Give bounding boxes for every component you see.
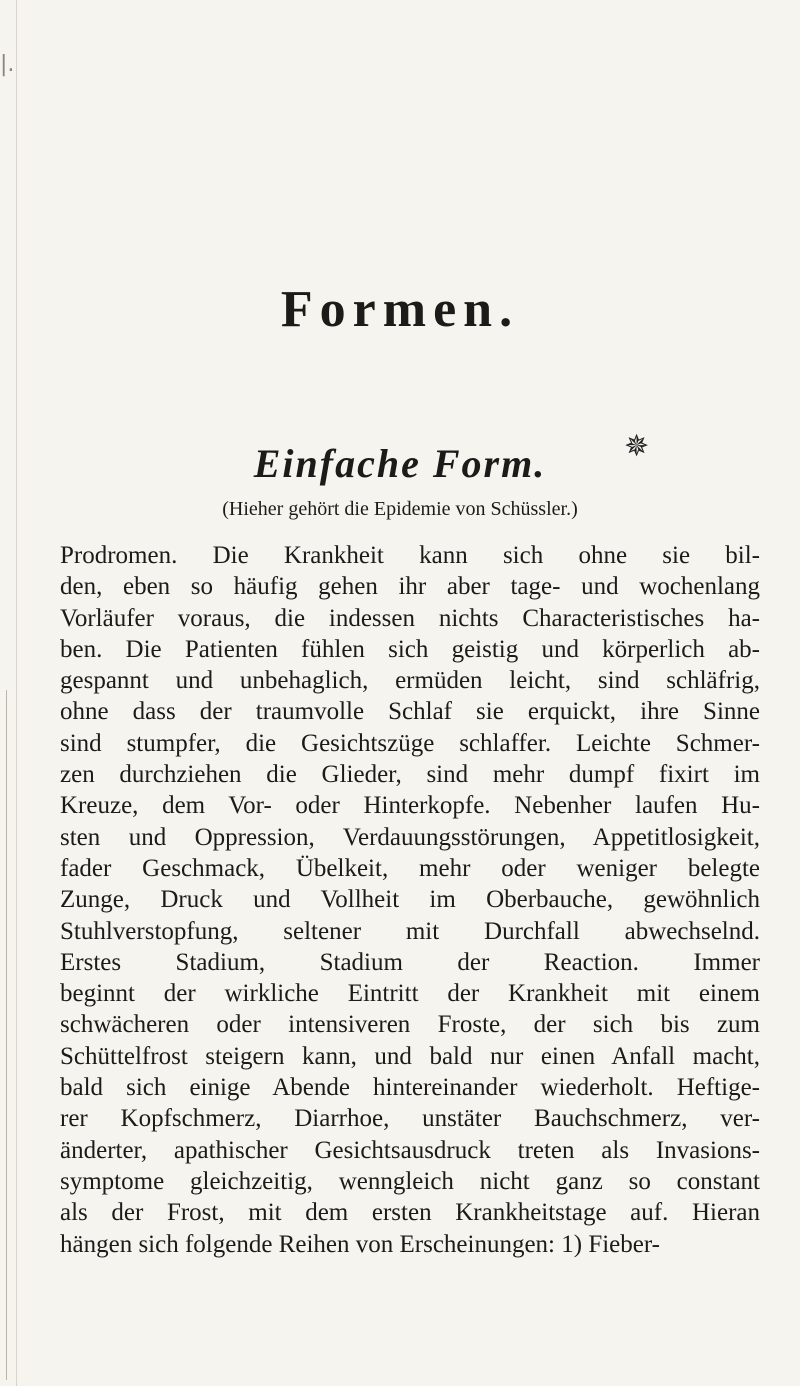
margin-mark: |. [0,52,15,77]
page-edge-line [16,0,17,1386]
epidemic-note: (Hieher gehört die Epidemie von Schüssler.) [222,498,578,520]
margin-rule [6,690,7,1380]
text-line: änderter, apathischer Gesichtsausdruck treten als Invasions- [60,1136,760,1164]
text-line: Zunge, Druck und Vollheit im Oberbauche, gewöhnlich [60,886,760,914]
text-line: Schüttelfrost steigern kann, und bald nur einen Anfall macht, [60,1042,760,1070]
text-line: Prodromen. Die Krankheit kann sich ohne sie bil- [60,542,760,569]
text-line: zen durchziehen die Glieder, sind mehr dumpf fixirt im [60,761,760,789]
text-line: den, eben so häufig gehen ihr aber tage- und wochenlang [60,573,760,601]
body-text [60,540,760,1260]
text-line: schwächeren oder intensiveren Froste, der sich bis zum [60,1011,760,1039]
text-line: sten und Oppression, Verdauungsstörungen, Appetitlosigkeit, [60,823,760,851]
text-line: bald sich einige Abende hintereinander wiederholt. Heftige- [60,1074,760,1102]
text-line: hängen sich folgende Reihen von Erscheinungen: 1) Fieber- [60,1230,661,1258]
text-line: symptome gleichzeitig, wenngleich nicht ganz so constant [60,1167,760,1195]
text-line: ben. Die Patienten fühlen sich geistig und körperlich ab- [60,635,760,663]
text-line: sind stumpfer, die Gesichtszüge schlaffer. Leichte Schmer- [60,729,760,757]
ornament-icon: ✵ [624,430,650,463]
text-line: fader Geschmack, Übelkeit, mehr oder weniger belegte [60,854,760,882]
subsection-heading: Einfache Form. [253,441,547,486]
text-line: Erstes Stadium, Stadium der Reaction. Immer [60,948,760,976]
text-line: Stuhlverstopfung, seltener mit Durchfall abwechselnd. [60,917,760,945]
text-line: als der Frost, mit dem ersten Krankheitstage auf. Hieran [60,1199,760,1227]
text-line: beginnt der wirkliche Eintritt der Krankheit mit einem [60,980,760,1008]
text-line: gespannt und unbehaglich, ermüden leicht, sind schläfrig, [60,667,760,695]
section-heading: Formen. [280,281,520,338]
text-line: ohne dass der traumvolle Schlaf sie erquickt, ihre Sinne [60,698,760,726]
text-line: Kreuze, dem Vor- oder Hinterkopfe. Nebenher laufen Hu- [60,792,760,820]
text-line: Vorläufer voraus, die indessen nichts Characteristisches ha- [60,604,760,632]
text-line: rer Kopfschmerz, Diarrhoe, unstäter Bauchschmerz, ver- [60,1105,760,1133]
